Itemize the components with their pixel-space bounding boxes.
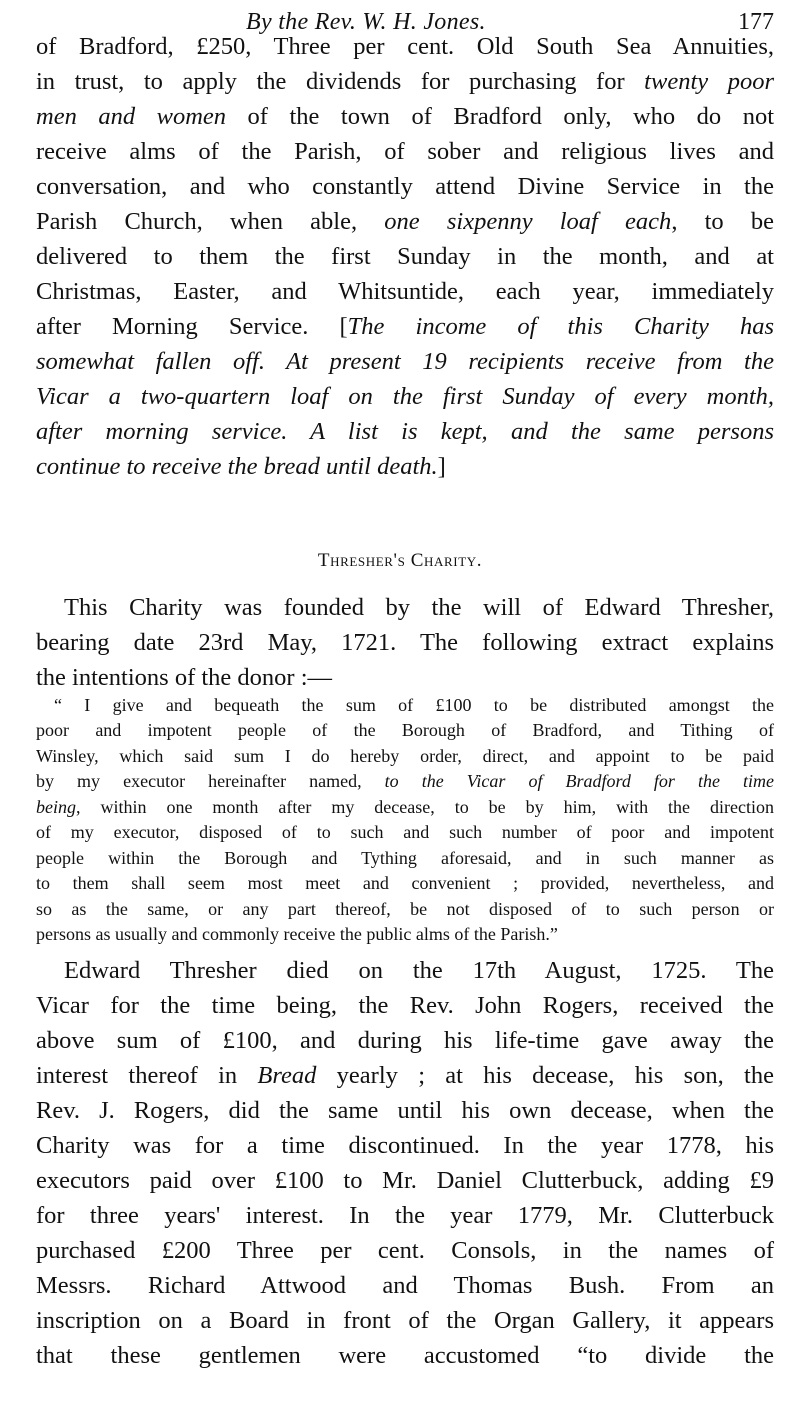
- text-segment: Parish Church, when able,: [36, 208, 385, 235]
- text-segment: persons as usually and commonly receive the public alms of the Parish.”: [36, 924, 558, 944]
- italic-text: one sixpenny loaf each: [384, 208, 672, 235]
- italic-text: Vicar a two-quartern loaf on the first Sunday of every month,: [36, 383, 774, 410]
- text-segment: inscription on a Board in front of the Organ Gallery, it appears: [36, 1307, 774, 1334]
- text-line: [54, 693, 774, 717]
- text-line: [36, 628, 774, 658]
- text-segment: Winsley, which said sum I do hereby order, direct, and appoint to be paid: [36, 746, 774, 766]
- text-segment: , within one month after my decease, to be by him, with the direction: [76, 797, 774, 817]
- text-line: [36, 1061, 774, 1091]
- text-segment: ]: [437, 453, 446, 480]
- text-line: [36, 820, 774, 844]
- text-line: [36, 382, 774, 412]
- italic-text: being: [36, 797, 76, 817]
- text-line: [36, 769, 774, 793]
- text-segment: the intentions of the donor :—: [36, 664, 332, 691]
- italic-text: after morning service. A list is kept, and the same persons: [36, 418, 774, 445]
- text-line: [36, 1306, 774, 1336]
- italic-text: The income of this Charity has: [347, 313, 775, 340]
- text-segment: This Charity was founded by the will of Edward Thresher,: [64, 594, 774, 621]
- text-segment: Charity was for a time discontinued. In the year 1778, his: [36, 1132, 774, 1159]
- italic-text: twenty poor: [644, 68, 774, 95]
- text-line: [36, 102, 774, 132]
- text-line: [36, 312, 774, 342]
- text-segment: Edward Thresher died on the 17th August, 1725. The: [64, 957, 774, 984]
- text-line: [36, 207, 774, 237]
- italic-text: to the Vicar of Bradford for the time: [384, 771, 774, 791]
- text-segment: interest thereof in: [36, 1062, 258, 1089]
- text-segment: bearing date 23rd May, 1721. The following extract explains: [36, 629, 774, 656]
- text-segment: after Morning Service. [: [36, 313, 348, 340]
- text-segment: to them shall seem most meet and convenient ; provided, nevertheless, and: [36, 873, 774, 893]
- text-line: [36, 871, 774, 895]
- text-segment: purchased £200 Three per cent. Consols, in the names of: [36, 1237, 774, 1264]
- text-segment: by my executor hereinafter named,: [36, 771, 385, 791]
- text-line: [36, 1201, 774, 1231]
- text-segment: Christmas, Easter, and Whitsuntide, each year, immediately: [36, 278, 774, 305]
- text-segment: delivered to them the first Sunday in the month, and at: [36, 243, 774, 270]
- text-line: [36, 172, 774, 202]
- italic-text: Bread: [257, 1062, 317, 1089]
- text-line: [36, 744, 774, 768]
- text-line: [36, 277, 774, 307]
- text-line: [36, 897, 774, 921]
- text-line: [36, 1131, 774, 1161]
- italic-text: somewhat fallen off. At present 19 recipients receive from the: [36, 348, 774, 375]
- text-segment: people within the Borough and Tything aforesaid, and in such manner as: [36, 848, 774, 868]
- page-number: 177: [738, 9, 774, 35]
- text-line: [64, 593, 774, 623]
- text-segment: , to be: [671, 208, 775, 235]
- text-segment: for three years' interest. In the year 1779, Mr. Clutterbuck: [36, 1202, 774, 1229]
- text-line: [36, 1236, 774, 1266]
- text-line: [36, 1026, 774, 1056]
- text-segment: of the town of Bradford only, who do not: [226, 103, 775, 130]
- text-line: [36, 991, 774, 1021]
- text-segment: that these gentlemen were accustomed “to divide the: [36, 1342, 774, 1369]
- italic-text: men and women: [36, 103, 227, 130]
- section-heading: Thresher's Charity.: [317, 550, 483, 571]
- text-segment: of my executor, disposed of to such and such number of poor and impotent: [36, 822, 774, 842]
- running-title: By the Rev. W. H. Jones.: [246, 9, 486, 35]
- text-line: [36, 846, 774, 870]
- text-segment: conversation, and who constantly attend Divine Service in the: [36, 173, 774, 200]
- text-segment: so as the same, or any part thereof, be not disposed of to such person or: [36, 899, 774, 919]
- text-segment: yearly ; at his decease, his son, the: [316, 1062, 774, 1089]
- text-segment: Rev. J. Rogers, did the same until his own decease, when the: [36, 1097, 774, 1124]
- text-line: [36, 67, 774, 97]
- text-line: [36, 1096, 774, 1126]
- text-segment: above sum of £100, and during his life-time gave away the: [36, 1027, 774, 1054]
- text-segment: executors paid over £100 to Mr. Daniel Clutterbuck, adding £9: [36, 1167, 774, 1194]
- text-segment: poor and impotent people of the Borough of Bradford, and Tithing of: [36, 720, 774, 740]
- text-line: [36, 417, 774, 447]
- text-segment: of Bradford, £250, Three per cent. Old South Sea Annuities,: [36, 33, 774, 60]
- text-line: [64, 956, 774, 986]
- italic-text: continue to receive the bread until death.: [36, 453, 438, 480]
- text-segment: “ I give and bequeath the sum of £100 to be distributed amongst the: [54, 695, 774, 715]
- text-segment: Messrs. Richard Attwood and Thomas Bush. From an: [36, 1272, 774, 1299]
- text-line: [36, 242, 774, 272]
- text-line: [36, 718, 774, 742]
- text-line: [36, 452, 774, 482]
- text-segment: Vicar for the time being, the Rev. John Rogers, received the: [36, 992, 774, 1019]
- text-line: [36, 1341, 774, 1371]
- text-line: [36, 1166, 774, 1196]
- text-segment: in trust, to apply the dividends for purchasing for: [36, 68, 645, 95]
- text-line: [36, 663, 774, 693]
- text-segment: receive alms of the Parish, of sober and religious lives and: [36, 138, 774, 165]
- text-line: [36, 137, 774, 167]
- text-line: [36, 32, 774, 62]
- text-line: [36, 795, 774, 819]
- text-line: [36, 347, 774, 377]
- text-line: [36, 1271, 774, 1301]
- text-line: [36, 922, 774, 946]
